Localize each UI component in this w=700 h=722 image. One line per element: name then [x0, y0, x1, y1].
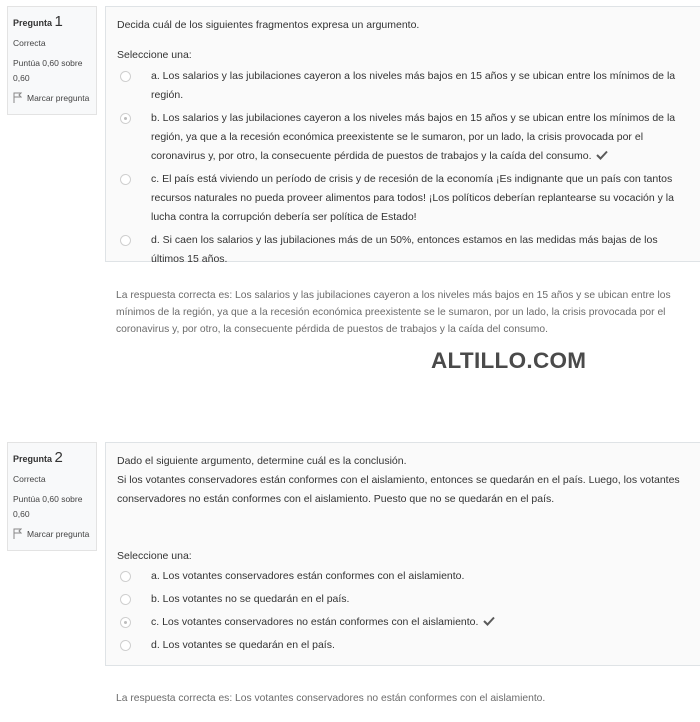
radio-option-b[interactable] — [120, 113, 131, 124]
question-state: Correcta — [13, 38, 46, 48]
option-c[interactable] — [117, 170, 688, 227]
flag-icon — [13, 528, 22, 539]
watermark-logo: ALTILLO.COM — [431, 348, 587, 373]
flag-label: Marcar pregunta — [27, 92, 90, 103]
option-c-text: c. Los votantes conservadores no están conformes con el aislamiento. — [151, 616, 479, 628]
radio-option-d[interactable] — [120, 640, 131, 651]
select-one-label: Seleccione una: — [117, 550, 192, 562]
radio-option-a[interactable] — [120, 71, 131, 82]
question-content-2 — [105, 442, 700, 666]
answer-options — [117, 567, 688, 655]
checkmark-icon — [483, 616, 495, 626]
radio-option-c[interactable] — [120, 174, 131, 185]
option-text — [151, 109, 688, 166]
flag-icon — [13, 92, 22, 103]
answer-options — [117, 67, 688, 269]
flag-question-link[interactable] — [13, 92, 91, 103]
question-number-label — [13, 13, 91, 30]
option-text: d. Los votantes se quedarán en el país. — [151, 639, 335, 651]
question-info-2 — [7, 442, 97, 551]
question-number-label — [13, 449, 91, 466]
question-prompt: Dado el siguiente argumento, determine cuál es la conclusión. — [117, 455, 407, 467]
question-label: Pregunta — [13, 454, 53, 464]
option-text: a. Los votantes conservadores están conformes con el aislamiento. — [151, 570, 465, 582]
question-number: 1 — [54, 13, 63, 30]
option-text: c. El país está viviendo un período de crisis y de recesión de la economía ¡Es indignante que un país con tantos recursos naturales no pueda proveer alimentos para todos! ¡Los políticos deberían replantearse su vocación y la lucha contra la corrupción debería ser política de Estado! — [151, 173, 674, 223]
question-argument-text: Si los votantes conservadores están conformes con el aislamiento, entonces se quedarán en el país. Luego, los votantes conservadores no están conformes con el aislamiento. Puesto que no se quedarán en el país. — [117, 474, 680, 505]
flag-label: Marcar pregunta — [27, 528, 90, 539]
option-b-text: b. Los salarios y las jubilaciones cayeron a los niveles más bajos en 15 años y se ubican entre los mínimos de la región, ya que a la recesión económica preexistente se le sumaron, por un lado, la crisis provocada por el coronavirus y, por otro, la consecuente pérdida de puestos de trabajos y la caída del consumo. — [151, 112, 676, 162]
option-b[interactable] — [117, 590, 688, 609]
question-label: Pregunta — [13, 18, 53, 28]
option-d[interactable] — [117, 636, 688, 655]
question-grade: Puntúa 0,60 sobre 0,60 — [13, 58, 83, 83]
question-content-1 — [105, 6, 700, 265]
option-a[interactable] — [117, 67, 688, 105]
option-d[interactable] — [117, 231, 688, 269]
option-text — [151, 613, 688, 632]
radio-option-a[interactable] — [120, 571, 131, 582]
question-info-1 — [7, 6, 97, 115]
option-text: d. Si caen los salarios y las jubilaciones más de un 50%, entonces estamos en las medidas más bajas de los últimos 15 años. — [151, 234, 658, 265]
option-c[interactable] — [117, 613, 688, 632]
flag-question-link[interactable] — [13, 528, 91, 539]
option-text: a. Los salarios y las jubilaciones cayeron a los niveles más bajos en 15 años y se ubican entre los mínimos de la región. — [151, 70, 676, 101]
checkmark-icon — [596, 150, 608, 160]
question-state: Correcta — [13, 474, 46, 484]
correct-answer-feedback-2: La respuesta correcta es: Los votantes conservadores no están conformes con el aislamiento. — [116, 693, 546, 704]
radio-option-d[interactable] — [120, 235, 131, 246]
question-number: 2 — [54, 449, 63, 466]
radio-option-b[interactable] — [120, 594, 131, 605]
option-a[interactable] — [117, 567, 688, 586]
question-prompt: Decida cuál de los siguientes fragmentos expresa un argumento. — [117, 19, 420, 31]
option-b[interactable] — [117, 109, 688, 166]
correct-answer-feedback-1: La respuesta correcta es: Los salarios y las jubilaciones cayeron a los niveles más bajos en 15 años y se ubican entre los mínimos de la región, ya que a la recesión económica preexistente se le sumaron, por un lado, la crisis provocada por el coronavirus y, por otro, la consecuente pérdida de puestos de trabajos y la caída del consumo. — [116, 290, 671, 335]
radio-option-c[interactable] — [120, 617, 131, 628]
option-text: b. Los votantes no se quedarán en el país. — [151, 593, 350, 605]
question-grade: Puntúa 0,60 sobre 0,60 — [13, 494, 83, 519]
select-one-label: Seleccione una: — [117, 49, 192, 61]
